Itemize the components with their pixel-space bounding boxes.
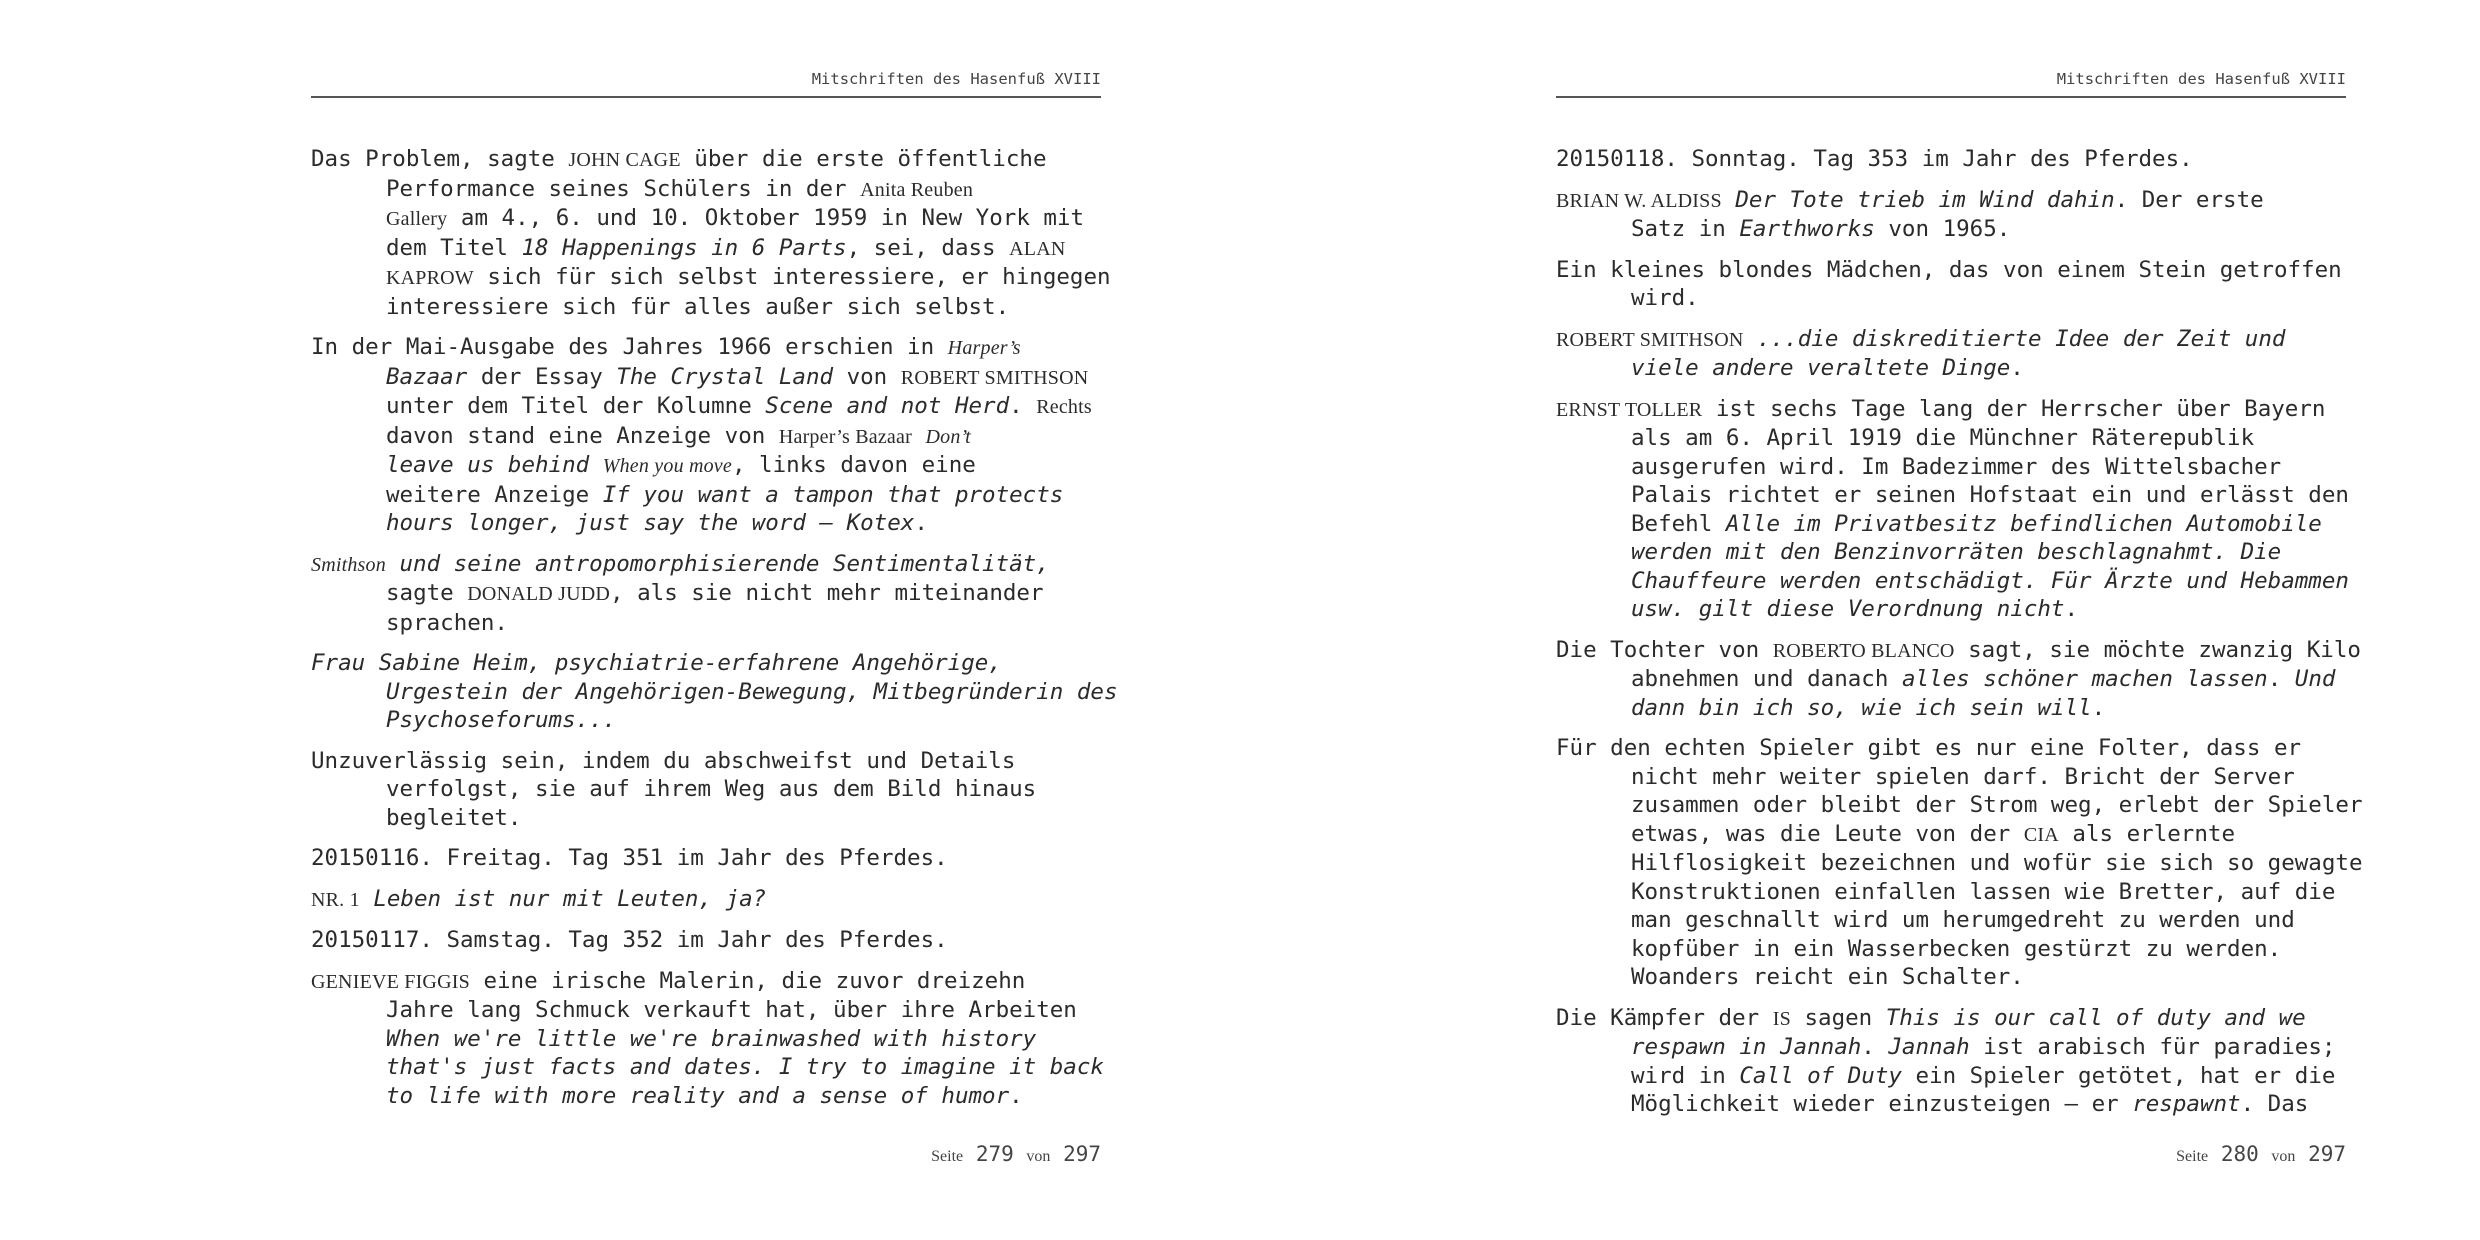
text-line — [386, 451, 1111, 481]
text-line — [1631, 1033, 2356, 1062]
paragraph — [311, 333, 1111, 538]
text-line — [311, 333, 1111, 363]
text-run: dem Titel — [386, 234, 522, 261]
text-run: NR. 1 — [311, 888, 360, 911]
text-line — [311, 967, 1111, 997]
text-run: Jannah — [1888, 1034, 1970, 1060]
text-run: Leben ist nur mit Leuten, ja? — [373, 885, 767, 912]
text-run: etwas, was die Leute von der — [1631, 820, 2024, 847]
paragraph — [1556, 186, 2356, 244]
text-run — [360, 886, 374, 912]
text-line — [1631, 284, 2356, 313]
paragraph — [311, 649, 1118, 735]
text-line — [1631, 595, 2356, 624]
text-run: ...die diskreditierte Idee der Zeit und — [1757, 325, 2286, 352]
text-line — [1631, 665, 2356, 694]
text-run: sagen — [1790, 1004, 1886, 1031]
text-run: Psychoseforums... — [386, 707, 617, 733]
text-run: ALAN — [1009, 237, 1066, 260]
text-run: Rechts — [1036, 396, 1092, 418]
text-run: von — [833, 363, 901, 390]
text-run: . — [2064, 596, 2079, 622]
text-line — [386, 678, 1118, 707]
text-run: . — [1009, 393, 1037, 419]
paragraph — [311, 747, 1111, 833]
text-line — [1631, 453, 2356, 482]
text-run — [912, 423, 926, 449]
text-line — [386, 422, 1111, 452]
text-run: ERNST TOLLER — [1556, 398, 1703, 421]
paragraph — [311, 967, 1111, 1111]
text-line — [1556, 145, 2356, 174]
text-line — [386, 481, 1111, 510]
text-line — [386, 392, 1111, 422]
text-run: nicht mehr weiter spielen darf. Bricht der Server — [1631, 763, 2295, 790]
text-line — [1556, 325, 2356, 355]
text-run: Der Tote trieb im Wind dahin — [1735, 186, 2115, 213]
text-line — [1631, 215, 2356, 244]
text-run: sprachen. — [386, 609, 508, 636]
paragraph — [311, 145, 1111, 321]
text-line — [386, 293, 1111, 322]
text-run: GENIEVE FIGGIS — [311, 970, 470, 993]
text-line — [311, 885, 1111, 915]
text-run: . — [2267, 666, 2295, 692]
text-line — [386, 1082, 1111, 1111]
text-line — [386, 609, 1111, 638]
text-line — [386, 579, 1111, 609]
text-line — [1631, 820, 2356, 850]
paragraph — [1556, 734, 2363, 992]
text-run: KAPROW — [386, 267, 474, 289]
text-run: 20150116. Freitag. Tag 351 im Jahr des Pferdes. — [311, 845, 948, 871]
text-run: Befehl — [1631, 510, 1726, 537]
paragraph — [1556, 256, 2356, 313]
text-line — [1556, 636, 2361, 666]
right-page — [1556, 0, 2363, 1240]
text-line — [1631, 1090, 2356, 1119]
text-run: sagt, sie möchte zwanzig Kilo — [1954, 636, 2361, 663]
text-run: sich für sich selbst interessiere, er hingegen — [473, 264, 1111, 290]
text-run: When we're little we're brainwashed with history — [386, 1025, 1037, 1052]
text-run: Palais richtet er seinen Hofstaat ein und erlässt den — [1631, 482, 2349, 508]
text-run: , sei, dass — [846, 234, 1010, 261]
text-line — [1631, 963, 2356, 992]
text-line — [1631, 878, 2356, 907]
text-run: ist arabisch für paradies; — [1969, 1034, 2336, 1060]
text-run: The Crystal Land — [616, 363, 834, 390]
page-number-current: 280 — [2220, 1142, 2259, 1166]
text-run: Alle im Privatbesitz befindlichen Automobile — [1725, 510, 2322, 537]
text-run: If you want a tampon that protects — [602, 481, 1064, 508]
text-run: verfolgst, sie auf ihrem Weg aus dem Bild hinaus — [386, 776, 1037, 802]
text-run: alles schöner machen lassen — [1901, 666, 2268, 692]
text-run: Die Kämpfer der — [1556, 1004, 1773, 1031]
text-run: Jahre lang Schmuck verkauft hat, über ihre Arbeiten — [386, 997, 1077, 1023]
text-run: zusammen oder bleibt der Strom weg, erlebt der Spieler — [1631, 792, 2363, 818]
text-run: Hilflosigkeit bezeichnen und wofür sie sich so gewagte — [1631, 850, 2363, 876]
text-run: usw. gilt diese Verordnung nicht — [1631, 596, 2065, 622]
text-line — [311, 926, 1111, 955]
left-page — [311, 0, 1118, 1240]
text-line — [386, 1025, 1111, 1054]
text-run: BRIAN W. ALDISS — [1556, 189, 1722, 212]
text-line — [1631, 906, 2356, 935]
text-line — [1631, 567, 2356, 596]
paragraph — [1556, 325, 2356, 383]
text-line — [1556, 734, 2356, 763]
text-run: viele andere veraltete Dinge — [1631, 355, 2011, 381]
text-run: wird. — [1631, 285, 1699, 311]
text-run: respawn in Jannah — [1631, 1034, 1862, 1060]
text-line — [386, 234, 1111, 264]
text-line — [386, 775, 1111, 804]
text-run: , links davon eine — [731, 452, 976, 478]
text-run: unter dem Titel der Kolumne — [386, 393, 766, 419]
text-run: Frau Sabine Heim, psychiatrie-erfahrene Angehörige, — [311, 650, 1002, 676]
text-run: Smithson — [311, 553, 386, 576]
paragraph — [1556, 1004, 2356, 1119]
text-line — [1631, 538, 2356, 567]
text-run: Scene and not Herd — [765, 393, 1010, 419]
text-run: von 1965. — [1874, 216, 2011, 242]
text-run: eine irische Malerin, die zuvor dreizehn — [469, 967, 1026, 994]
page-number-of: von — [2271, 1148, 2296, 1165]
text-line — [1631, 424, 2356, 453]
text-line — [386, 363, 1111, 393]
text-run: 20150118. Sonntag. Tag 353 im Jahr des Pferdes. — [1556, 146, 2193, 172]
running-head: Mitschriften des Hasenfuß XVIII — [2056, 70, 2346, 88]
paragraph — [311, 885, 1111, 915]
text-run: that's just facts and dates. I try to imagine it back — [386, 1054, 1104, 1080]
page-number — [931, 1142, 1101, 1166]
text-line — [386, 1053, 1111, 1082]
text-run: und seine antropomorphisierende Sentimentalität, — [385, 550, 1050, 577]
page-number-of: von — [1026, 1148, 1051, 1165]
text-run — [1722, 187, 1736, 213]
text-run: wird in — [1631, 1062, 1740, 1089]
text-run: . Der erste — [2114, 186, 2264, 213]
text-run: abnehmen und danach — [1631, 666, 1902, 692]
running-head: Mitschriften des Hasenfuß XVIII — [811, 70, 1101, 88]
text-line — [1631, 763, 2356, 792]
text-line — [386, 706, 1111, 735]
text-line — [311, 550, 1111, 580]
text-run: , als sie nicht mehr miteinander — [610, 580, 1044, 606]
text-run: ROBERT SMITHSON — [1556, 328, 1744, 351]
paragraph — [311, 926, 1111, 955]
text-run: Möglichkeit wieder einzusteigen – er — [1631, 1091, 2133, 1117]
text-run: . Das — [2240, 1091, 2309, 1117]
text-run: . — [2010, 355, 2024, 381]
text-run: Earthworks — [1739, 216, 1875, 242]
text-run: respawnt — [2132, 1091, 2241, 1117]
text-run: als am 6. April 1919 die Münchner Räterepublik — [1631, 425, 2255, 451]
text-run: 20150117. Samstag. Tag 352 im Jahr des Pferdes. — [311, 927, 948, 953]
text-run: CIA — [2023, 823, 2059, 846]
text-run: leave us behind — [386, 452, 603, 478]
paragraph — [1556, 145, 2356, 174]
text-run: Und — [2294, 666, 2336, 692]
text-line — [386, 175, 1111, 205]
text-run: IS — [1772, 1007, 1791, 1030]
text-run: ist sechs Tage lang der Herrscher über Bayern — [1702, 395, 2326, 422]
text-line — [311, 747, 1111, 776]
text-line — [311, 145, 1111, 175]
text-run: weitere Anzeige — [386, 481, 603, 508]
text-run: Harper’s Bazaar — [778, 425, 912, 448]
text-run: Satz in — [1631, 216, 1740, 242]
text-line — [1556, 1004, 2356, 1034]
text-run: sagte — [386, 580, 468, 606]
text-run: Ein kleines blondes Mädchen, das von einem Stein getroffen — [1556, 256, 2342, 283]
text-run: Urgestein der Angehörigen-Bewegung, Mitbegründerin des — [386, 678, 1118, 705]
text-run: Bazaar — [386, 363, 468, 390]
text-line — [386, 204, 1111, 234]
text-run: Konstruktionen einfallen lassen wie Bretter, auf die — [1631, 878, 2336, 905]
paragraph — [311, 550, 1111, 638]
text-line — [1631, 791, 2363, 820]
text-run: Gallery — [386, 208, 448, 230]
text-run: hours longer, just say the word – Kotex — [386, 510, 915, 536]
text-run: Harper’s — [947, 337, 1021, 359]
text-run: . — [1861, 1034, 1889, 1060]
text-run: der Essay — [467, 363, 617, 390]
page-number — [2176, 1142, 2346, 1166]
text-run: ausgerufen wird. Im Badezimmer des Wittelsbacher — [1631, 453, 2282, 480]
paragraph — [311, 844, 1111, 873]
page-number-word: Seite — [2176, 1148, 2209, 1165]
text-run: Unzuverlässig sein, indem du abschweifst und Details — [311, 747, 1016, 774]
text-run: Das Problem, sagte — [311, 146, 569, 172]
text-run: ROBERTO BLANCO — [1772, 639, 1955, 662]
text-run: kopfüber in ein Wasserbecken gestürzt zu werden. — [1631, 935, 2282, 962]
page-number-current: 279 — [975, 1142, 1014, 1166]
text-line — [1556, 395, 2356, 425]
paragraph — [1556, 395, 2356, 624]
text-line — [1631, 694, 2356, 723]
text-run: to life with more reality and a sense of humor — [386, 1082, 1010, 1109]
text-line — [1556, 186, 2356, 216]
page-body — [311, 145, 1118, 1122]
text-line — [311, 649, 1111, 678]
text-run: JOHN CAGE — [568, 149, 681, 171]
text-line — [311, 844, 1111, 873]
text-line — [386, 263, 1111, 293]
text-line — [1631, 849, 2363, 878]
text-run: man geschnallt wird um herumgedreht zu werden und — [1631, 907, 2295, 933]
page-number-total: 297 — [2308, 1142, 2346, 1166]
text-run: Woanders reicht ein Schalter. — [1631, 964, 2024, 990]
text-line — [1631, 510, 2356, 539]
text-run: ROBERT SMITHSON — [900, 366, 1089, 389]
text-run: ein Spieler getötet, hat er die — [1901, 1062, 2336, 1089]
text-run: Anita Reuben — [860, 178, 974, 201]
text-run: Chauffeure werden entschädigt. Für Ärzte und Hebammen — [1631, 567, 2349, 594]
text-run: DONALD JUDD — [467, 583, 611, 605]
text-run: davon stand eine Anzeige von — [386, 422, 779, 449]
text-run: Performance seines Schülers in der — [386, 175, 861, 202]
text-run: This is our call of duty and we — [1885, 1004, 2306, 1031]
page-body — [1556, 145, 2363, 1131]
text-run: dann bin ich so, wie ich sein will — [1631, 694, 2092, 721]
text-run: als erlernte — [2058, 820, 2235, 847]
text-run: 18 Happenings in 6 Parts — [521, 234, 847, 261]
text-run: . — [2091, 694, 2106, 721]
text-run: Für den echten Spieler gibt es nur eine Folter, dass er — [1556, 735, 2302, 761]
page-number-total: 297 — [1063, 1142, 1101, 1166]
text-run: über die erste öffentliche — [680, 146, 1047, 172]
text-run: . — [1009, 1082, 1023, 1109]
text-line — [386, 804, 1111, 833]
text-run: werden mit den Benzinvorräten beschlagnahmt. Die — [1631, 539, 2282, 565]
text-line — [386, 996, 1111, 1025]
text-line — [1631, 1062, 2356, 1091]
header-rule — [1556, 96, 2346, 98]
text-run: When you move — [602, 455, 732, 477]
text-run: Die Tochter von — [1556, 636, 1773, 663]
text-run: In der Mai-Ausgabe des Jahres 1966 erschien in — [311, 334, 948, 360]
text-line — [1556, 256, 2356, 285]
text-line — [1631, 481, 2356, 510]
text-line — [386, 509, 1111, 538]
text-run: Don’t — [925, 425, 971, 448]
text-run: interessiere sich für alles außer sich selbst. — [386, 293, 1010, 320]
header-rule — [311, 96, 1101, 98]
text-line — [1631, 354, 2356, 383]
text-run: Call of Duty — [1739, 1062, 1902, 1089]
text-run: am 4., 6. und 10. Oktober 1959 in New York mit — [447, 205, 1085, 231]
paragraph — [1556, 636, 2361, 723]
page-number-word: Seite — [931, 1148, 964, 1165]
text-line — [1631, 935, 2356, 964]
text-run — [1744, 326, 1758, 352]
text-run: begleitet. — [386, 804, 522, 831]
text-run: . — [914, 510, 928, 536]
